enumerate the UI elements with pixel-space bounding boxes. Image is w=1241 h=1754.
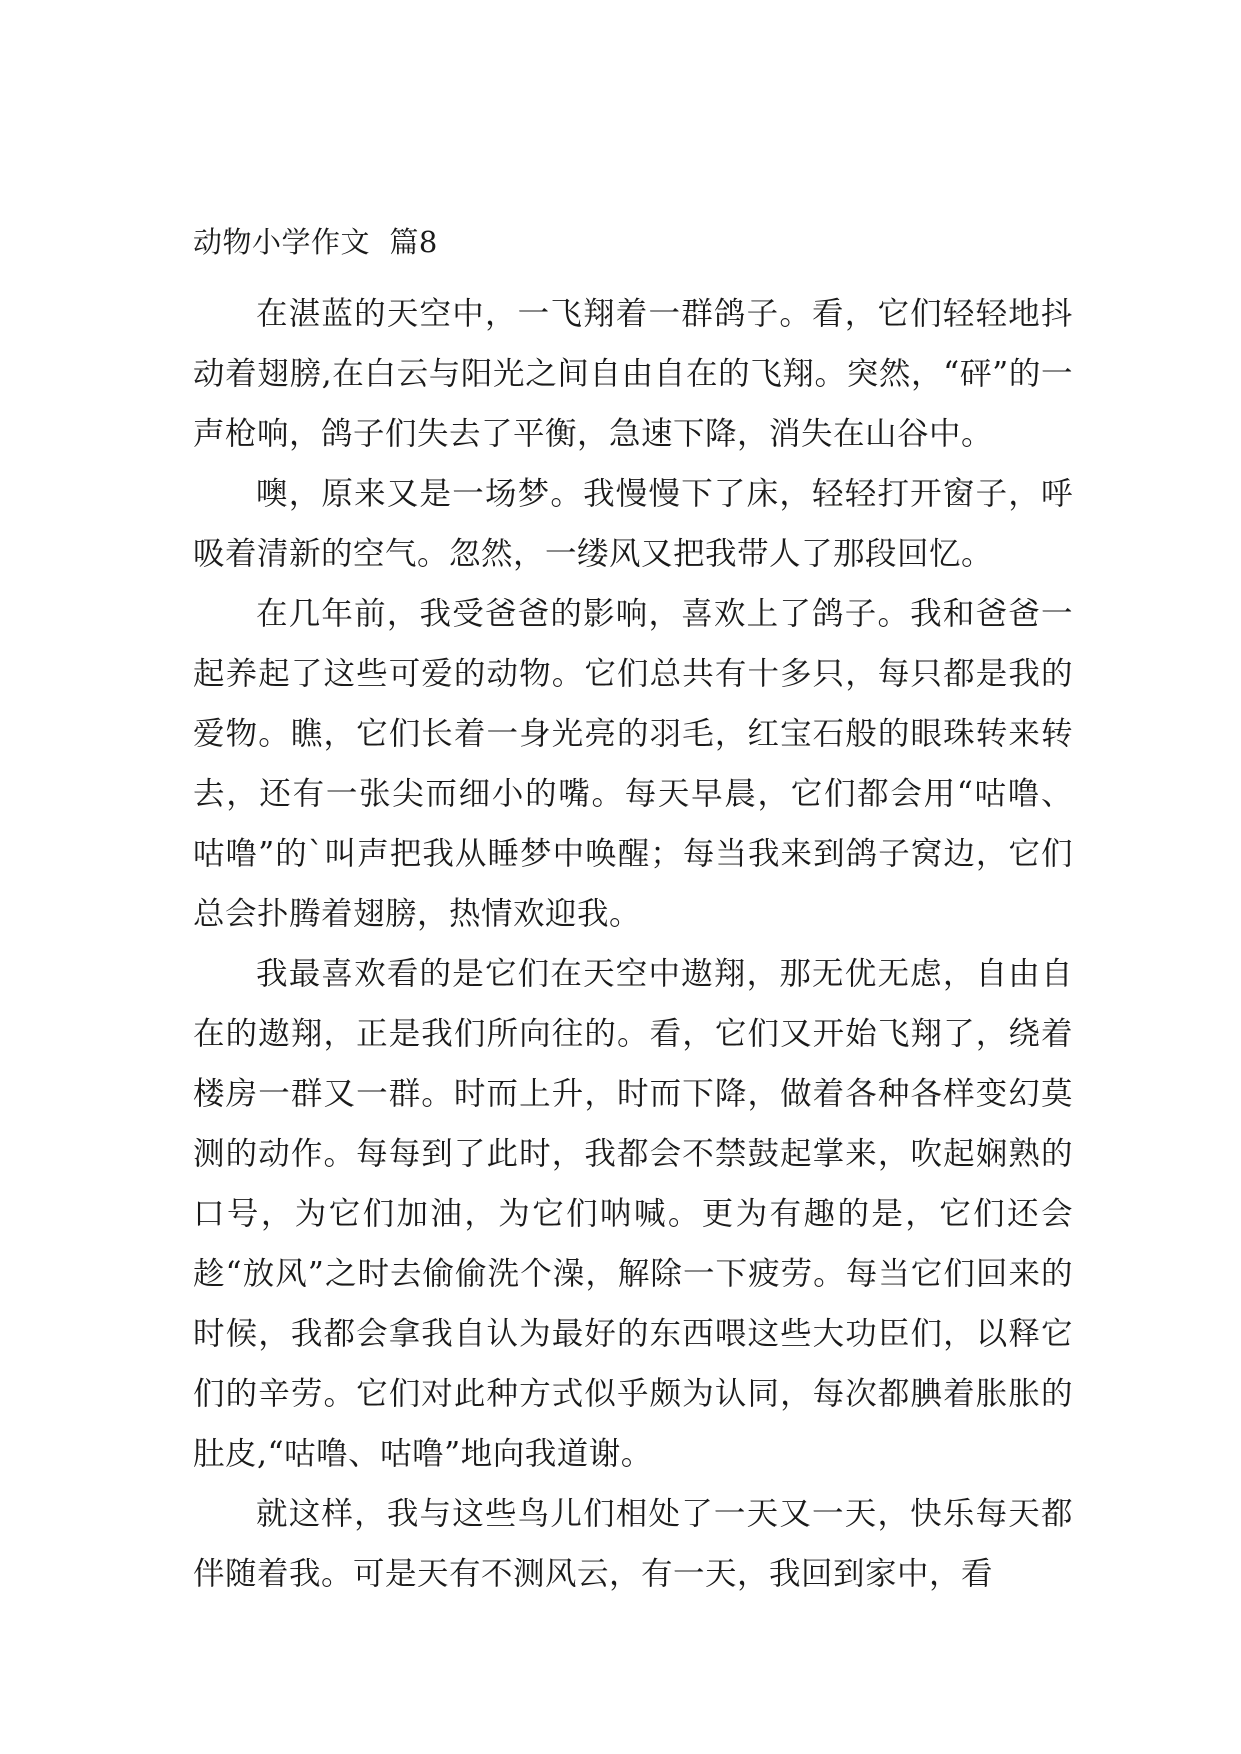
paragraph-2: 噢，原来又是一场梦。我慢慢下了床，轻轻打开窗子，呼吸着清新的空气。忽然，一缕风又把我带人了那段回忆。 xyxy=(193,476,1073,572)
paragraph-3: 在几年前，我受爸爸的影响，喜欢上了鸽子。我和爸爸一起养起了这些可爱的动物。它们总共有十多只，每只都是我的爱物。瞧，它们长着一身光亮的羽毛，红宝石般的眼珠转来转去，还有一张尖而细小的嘴。每天早晨，它们都会用“咕噜、咕噜”的`叫声把我从睡梦中唤醒；每当我来到鸽子窝边，它们总会扑腾着翅膀，热情欢迎我。 xyxy=(193,596,1073,932)
paragraph-1: 在湛蓝的天空中，一飞翔着一群鸽子。看，它们轻轻地抖动着翅膀,在白云与阳光之间自由自在的飞翔。突然，“砰”的一声枪响，鸽子们失去了平衡，急速下降，消失在山谷中。 xyxy=(193,296,1073,452)
document-title: 动物小学作文 篇8 xyxy=(193,225,438,259)
paragraph-5: 就这样，我与这些鸟儿们相处了一天又一天，快乐每天都伴随着我。可是天有不测风云，有一天，我回到家中，看 xyxy=(193,1496,1073,1592)
paragraph-4: 我最喜欢看的是它们在天空中遨翔，那无优无虑，自由自在的遨翔，正是我们所向往的。看，它们又开始飞翔了，绕着楼房一群又一群。时而上升，时而下降，做着各种各样变幻莫测的动作。每每到了此时，我都会不禁鼓起掌来，吹起娴熟的口号，为它们加油，为它们呐喊。更为有趣的是，它们还会趁“放风”之时去偷偷洗个澡，解除一下疲劳。每当它们回来的时候，我都会拿我自认为最好的东西喂这些大功臣们，以释它们的辛劳。它们对此种方式似乎颇为认同，每次都腆着胀胀的肚皮,“咕噜、咕噜”地向我道谢。 xyxy=(193,956,1073,1472)
document-page xyxy=(193,222,1073,1604)
